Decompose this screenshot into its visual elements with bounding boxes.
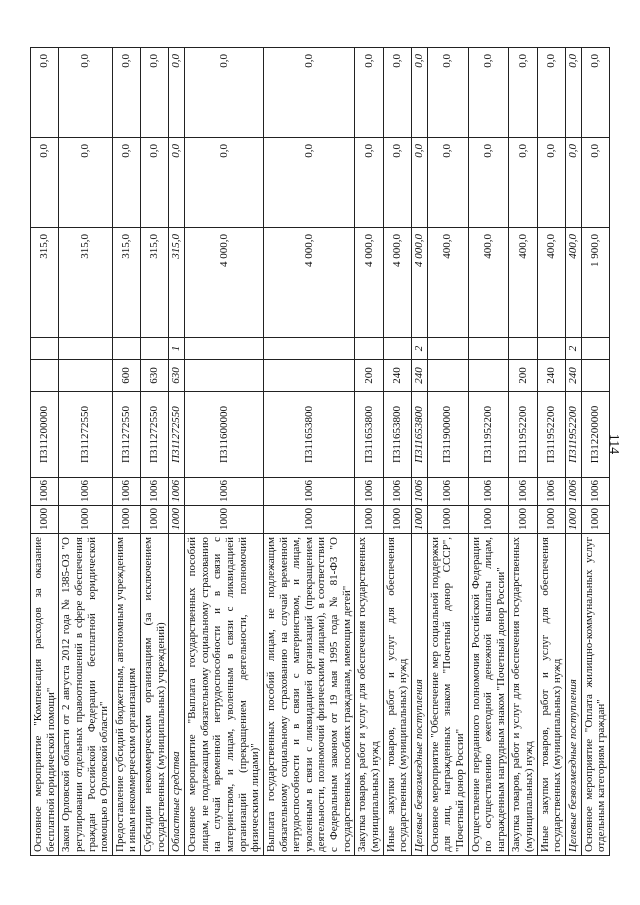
row-description: Основное мероприятие "Обеспечение мер социальной поддержки для лиц, награжденных знаком "Почетный донор СССР", "Почетный донор России" [427,534,468,856]
table-row [185,48,264,856]
funding-source [581,338,609,360]
expense-type [263,360,354,392]
section-code: 1006 [565,478,581,506]
amount-year-2: 0,0 [411,138,427,228]
funding-source [112,338,140,360]
target-article: П311952200 [565,392,581,478]
amount-year-3: 0,0 [263,48,354,138]
amount-year-1: 1 900,0 [581,228,609,338]
amount-year-2: 0,0 [185,138,264,228]
table-row [383,48,411,856]
amount-year-2: 0,0 [468,138,509,228]
admin-code: 1000 [468,506,509,534]
section-code: 1006 [509,478,537,506]
amount-year-3: 0,0 [59,48,113,138]
table-row [31,48,59,856]
expense-type [185,360,264,392]
section-code: 1006 [141,478,169,506]
target-article: П311653800 [355,392,383,478]
funding-source [355,338,383,360]
amount-year-1: 4 000,0 [185,228,264,338]
table-body [31,48,610,856]
row-description: Основное мероприятие "Оплата жилищно-коммунальных услуг отдельным категориям граждан" [581,534,609,856]
row-description: Основное мероприятие "Выплата государственных пособий лицам, не подлежащим обязательному социальному страхованию на случай временной нетрудоспособности и в связи с материнством, и лицам, уволенным в связи с ликвидацией организаций (прекращением деятельности, полномочий физическими лицами)" [185,534,264,856]
section-code: 1006 [59,478,113,506]
target-article: П311653800 [411,392,427,478]
rotated-page-content [30,48,606,856]
section-code: 1006 [355,478,383,506]
table-row [59,48,113,856]
amount-year-1: 4 000,0 [355,228,383,338]
admin-code: 1000 [581,506,609,534]
table-row [427,48,468,856]
amount-year-3: 0,0 [169,48,185,138]
amount-year-2: 0,0 [537,138,565,228]
row-description: Выплата государственных пособий лицам, не подлежащим обязательному социальному страхованию на случай временной нетрудоспособности и в связи с материнством, и лицам, уволенным в связи с ликвидацией организаций (прекращением деятельности, полномочий физическими лицами), в соответствии с Федеральным законом от 19 мая 1995 года № 81-ФЗ "О государственных пособиях гражданам, имеющим детей" [263,534,354,856]
target-article: П311200000 [31,392,59,478]
expense-type [59,360,113,392]
target-article: П311272550 [169,392,185,478]
section-code: 1006 [427,478,468,506]
amount-year-2: 0,0 [581,138,609,228]
row-description: Закон Орловской области от 2 августа 2012 года № 1385-ОЗ "О регулировании отдельных правоотношений в сфере обеспечения граждан Российской Федерации бесплатной юридической помощью в Орловской области" [59,534,113,856]
table-row [537,48,565,856]
amount-year-1: 400,0 [565,228,581,338]
funding-source [509,338,537,360]
amount-year-1: 400,0 [468,228,509,338]
admin-code: 1000 [185,506,264,534]
row-description: Субсидии некоммерческим организациям (за исключением государственных (муниципальных) учреждений) [141,534,169,856]
table-row [411,48,427,856]
amount-year-1: 400,0 [427,228,468,338]
target-article: П311272550 [59,392,113,478]
row-description: Иные закупки товаров, работ и услуг для обеспечения государственных (муниципальных) нужд [383,534,411,856]
amount-year-2: 0,0 [509,138,537,228]
expense-type: 630 [169,360,185,392]
amount-year-3: 0,0 [565,48,581,138]
table-row [468,48,509,856]
expense-type: 240 [565,360,581,392]
amount-year-3: 0,0 [141,48,169,138]
funding-source: 1 [169,338,185,360]
target-article: П311272550 [141,392,169,478]
amount-year-2: 0,0 [565,138,581,228]
amount-year-2: 0,0 [169,138,185,228]
admin-code: 1000 [411,506,427,534]
amount-year-1: 315,0 [112,228,140,338]
funding-source [185,338,264,360]
funding-source [31,338,59,360]
target-article: П311600000 [185,392,264,478]
admin-code: 1000 [112,506,140,534]
amount-year-2: 0,0 [427,138,468,228]
section-code: 1006 [112,478,140,506]
funding-source [427,338,468,360]
section-code: 1006 [31,478,59,506]
table-row [509,48,537,856]
target-article: П312200000 [581,392,609,478]
amount-year-1: 400,0 [537,228,565,338]
funding-source [383,338,411,360]
admin-code: 1000 [565,506,581,534]
funding-source [263,338,354,360]
target-article: П311653800 [383,392,411,478]
target-article: П311272550 [112,392,140,478]
amount-year-1: 400,0 [509,228,537,338]
admin-code: 1000 [141,506,169,534]
funding-source: 2 [411,338,427,360]
table-row [169,48,185,856]
section-code: 1006 [468,478,509,506]
expense-type: 240 [537,360,565,392]
amount-year-3: 0,0 [383,48,411,138]
amount-year-2: 0,0 [263,138,354,228]
section-code: 1006 [537,478,565,506]
page-number: 114 [606,433,621,455]
amount-year-3: 0,0 [537,48,565,138]
amount-year-3: 0,0 [509,48,537,138]
amount-year-2: 0,0 [59,138,113,228]
admin-code: 1000 [509,506,537,534]
row-description: Закупка товаров, работ и услуг для обеспечения государственных (муниципальных) нужд [355,534,383,856]
section-code: 1006 [383,478,411,506]
expense-type: 630 [141,360,169,392]
amount-year-2: 0,0 [31,138,59,228]
funding-source: 2 [565,338,581,360]
funding-source [141,338,169,360]
admin-code: 1000 [427,506,468,534]
amount-year-2: 0,0 [112,138,140,228]
amount-year-3: 0,0 [355,48,383,138]
table-row [141,48,169,856]
row-description: Целевые безвозмездные поступления [411,534,427,856]
amount-year-1: 4 000,0 [383,228,411,338]
expense-type [427,360,468,392]
target-article: П311952200 [509,392,537,478]
section-code: 1006 [581,478,609,506]
section-code: 1006 [263,478,354,506]
funding-source [59,338,113,360]
expense-type: 600 [112,360,140,392]
table-row [263,48,354,856]
target-article: П311952200 [468,392,509,478]
budget-table [30,47,610,856]
table-row [355,48,383,856]
amount-year-1: 315,0 [169,228,185,338]
target-article: П311900000 [427,392,468,478]
amount-year-2: 0,0 [355,138,383,228]
section-code: 1006 [185,478,264,506]
amount-year-3: 0,0 [427,48,468,138]
admin-code: 1000 [383,506,411,534]
amount-year-1: 315,0 [31,228,59,338]
row-description: Осуществление переданного полномочия Российской Федерации по осуществлению ежегодной денежной выплаты лицам, награжденным нагрудным знаком "Почетный донор России" [468,534,509,856]
row-description: Иные закупки товаров, работ и услуг для обеспечения государственных (муниципальных) нужд [537,534,565,856]
admin-code: 1000 [355,506,383,534]
amount-year-3: 0,0 [185,48,264,138]
amount-year-1: 4 000,0 [263,228,354,338]
section-code: 1006 [169,478,185,506]
expense-type [31,360,59,392]
amount-year-3: 0,0 [468,48,509,138]
expense-type [581,360,609,392]
admin-code: 1000 [537,506,565,534]
expense-type: 200 [509,360,537,392]
section-code: 1006 [411,478,427,506]
row-description: Целевые безвозмездные поступления [565,534,581,856]
admin-code: 1000 [31,506,59,534]
target-article: П311653800 [263,392,354,478]
expense-type: 240 [383,360,411,392]
admin-code: 1000 [169,506,185,534]
table-row [112,48,140,856]
amount-year-2: 0,0 [383,138,411,228]
row-description: Предоставление субсидий бюджетным, автономным учреждениям и иным некоммерческим организациям [112,534,140,856]
funding-source [468,338,509,360]
amount-year-1: 315,0 [141,228,169,338]
amount-year-3: 0,0 [31,48,59,138]
target-article: П311952200 [537,392,565,478]
amount-year-1: 4 000,0 [411,228,427,338]
row-description: Основное мероприятие "Компенсация расходов за оказание бесплатной юридической помощи" [31,534,59,856]
expense-type: 240 [411,360,427,392]
amount-year-3: 0,0 [411,48,427,138]
row-description: Областные средства [169,534,185,856]
admin-code: 1000 [59,506,113,534]
row-description: Закупка товаров, работ и услуг для обеспечения государственных (муниципальных) нужд [509,534,537,856]
admin-code: 1000 [263,506,354,534]
amount-year-1: 315,0 [59,228,113,338]
amount-year-3: 0,0 [112,48,140,138]
amount-year-2: 0,0 [141,138,169,228]
expense-type: 200 [355,360,383,392]
amount-year-3: 0,0 [581,48,609,138]
funding-source [537,338,565,360]
table-row [581,48,609,856]
expense-type [468,360,509,392]
table-row [565,48,581,856]
